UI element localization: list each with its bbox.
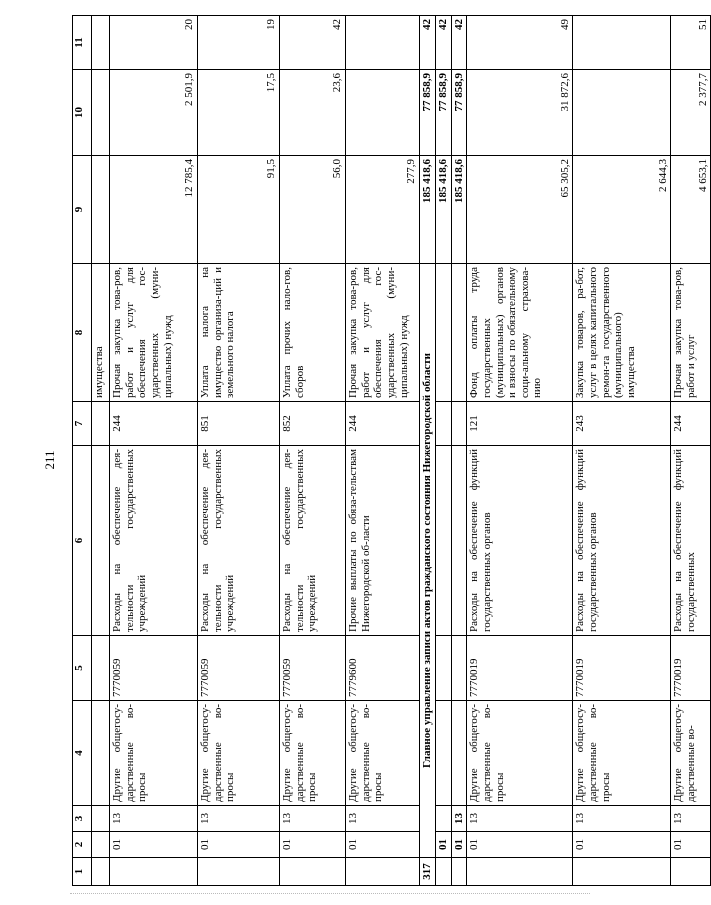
cell-col-9: 4 653,1	[671, 156, 711, 264]
cell-col-2: 01	[110, 832, 198, 858]
cell-col-1	[451, 858, 467, 886]
cell-col-10: 31 872,6	[467, 70, 573, 156]
cell-col-11: 42	[280, 16, 346, 70]
cell-col-2: 01	[436, 832, 452, 858]
empty-cell	[451, 701, 467, 806]
cell-col-6: Расходы на обеспечение функций государственных органов	[573, 446, 671, 636]
cell-col-9: 185 418,6	[436, 156, 452, 264]
cell-col-1	[110, 858, 198, 886]
table-row	[467, 16, 573, 886]
section-title: Главное управление записи актов гражданского состояния Нижегородской области	[420, 264, 436, 858]
cell-col-8: Уплата прочих нало-гов, сборов	[280, 264, 346, 402]
cell-col-5: 7770019	[467, 636, 573, 701]
cell-col-7: 851	[198, 402, 280, 446]
cell-col-2: 01	[573, 832, 671, 858]
cell-col-6: Расходы на обеспечение функций государственных органов	[467, 446, 573, 636]
cell-col-10: 2 501,9	[110, 70, 198, 156]
cell-col-1	[346, 858, 420, 886]
cell-col-10	[573, 70, 671, 156]
rotated-table-area	[72, 16, 709, 886]
cell-col-5: 7770019	[573, 636, 671, 701]
cell-col-7: 244	[346, 402, 420, 446]
cell-col-9: 91,5	[198, 156, 280, 264]
cell-col-3: 13	[671, 806, 711, 832]
cell-col-9	[92, 156, 110, 264]
cell-col-8: Закупка товаров, ра-бот, услуг в целях капитального ремон-та государственного (муниципального) имущества	[573, 264, 671, 402]
empty-cell	[436, 264, 452, 402]
cell-col-7: 243	[573, 402, 671, 446]
cell-col-8: Прочая закупка това-ров, работ и услуг	[671, 264, 711, 402]
cell-col-9: 65 305,2	[467, 156, 573, 264]
cell-col-4: Другие общегосу-дарственные во-просы	[110, 701, 198, 806]
cell-col-2: 01	[671, 832, 711, 858]
table-row	[346, 16, 420, 886]
cell-col-9: 185 418,6	[451, 156, 467, 264]
cell-col-11	[573, 16, 671, 70]
header-cell: 11	[73, 16, 92, 70]
cell-col-10: 2 377,7	[671, 70, 711, 156]
cell-col-1	[198, 858, 280, 886]
cell-col-3: 13	[573, 806, 671, 832]
cell-col-6: Расходы на обеспечение дея-тельности государственных учреждений	[280, 446, 346, 636]
header-cell: 9	[73, 156, 92, 264]
cell-col-2: 01	[451, 832, 467, 858]
cell-col-11: 20	[110, 16, 198, 70]
cell-col-6: Прочие выплаты по обяза-тельствам Нижегородской об-ласти	[346, 446, 420, 636]
table-row	[280, 16, 346, 886]
cell-col-1	[671, 858, 711, 886]
cell-col-7: 244	[110, 402, 198, 446]
cell-col-3: 13	[280, 806, 346, 832]
empty-cell	[436, 402, 452, 446]
table-row	[573, 16, 671, 886]
table-row	[92, 16, 110, 886]
bottom-rule	[70, 893, 590, 895]
empty-cell	[436, 446, 452, 636]
cell-col-10: 23,6	[280, 70, 346, 156]
cell-col-2	[92, 832, 110, 858]
cell-col-6: Расходы на обеспечение дея-тельности государственных учреждений	[110, 446, 198, 636]
cell-col-5: 7779600	[346, 636, 420, 701]
cell-col-10: 77 858,9	[436, 70, 452, 156]
header-cell: 3	[73, 806, 92, 832]
cell-col-4: Другие общегосу-дарственные во-просы	[346, 701, 420, 806]
empty-cell	[451, 264, 467, 402]
budget-table	[72, 15, 711, 886]
table-body	[92, 16, 711, 886]
header-cell: 8	[73, 264, 92, 402]
cell-col-1	[92, 858, 110, 886]
empty-cell	[451, 446, 467, 636]
cell-col-6: Расходы на обеспечение дея-тельности государственных учреждений	[198, 446, 280, 636]
cell-col-9: 185 418,6	[420, 156, 436, 264]
cell-col-6: Расходы на обеспечение функций государственных	[671, 446, 711, 636]
cell-col-3: 13	[198, 806, 280, 832]
header-row	[73, 16, 92, 886]
cell-col-5: 7770019	[671, 636, 711, 701]
cell-col-4: Другие общегосу-дарственные во-просы	[467, 701, 573, 806]
cell-col-3	[92, 806, 110, 832]
cell-col-3: 13	[451, 806, 467, 832]
cell-col-1: 317	[420, 858, 436, 886]
table-row	[198, 16, 280, 886]
cell-col-11: 51	[671, 16, 711, 70]
cell-col-8: Прочая закупка това-ров, работ и услуг для обеспечения гос-ударственных (муни-ципальных) нужд	[110, 264, 198, 402]
cell-col-5	[92, 636, 110, 701]
cell-col-1	[573, 858, 671, 886]
cell-col-7: 244	[671, 402, 711, 446]
header-cell: 5	[73, 636, 92, 701]
cell-col-5: 7770059	[110, 636, 198, 701]
header-cell: 1	[73, 858, 92, 886]
empty-cell	[451, 636, 467, 701]
table-row	[671, 16, 711, 886]
cell-col-10	[346, 70, 420, 156]
cell-col-11: 49	[467, 16, 573, 70]
cell-col-10: 77 858,9	[451, 70, 467, 156]
cell-col-9: 56,0	[280, 156, 346, 264]
subtotal-row	[451, 16, 467, 886]
cell-col-5: 7770059	[280, 636, 346, 701]
cell-col-9: 2 644,3	[573, 156, 671, 264]
cell-col-10: 17,5	[198, 70, 280, 156]
cell-col-9: 12 785,4	[110, 156, 198, 264]
header-cell: 10	[73, 70, 92, 156]
empty-cell	[436, 636, 452, 701]
cell-col-8: Фонд оплаты труда государственных (муниципальных) органов и взносы по обязательному соци-альному страхова-нию	[467, 264, 573, 402]
subtotal-row	[436, 16, 452, 886]
section-row	[420, 16, 436, 886]
cell-col-6	[92, 446, 110, 636]
cell-col-11: 42	[436, 16, 452, 70]
cell-col-3: 13	[110, 806, 198, 832]
cell-col-2: 01	[280, 832, 346, 858]
cell-col-11: 42	[451, 16, 467, 70]
cell-col-11: 19	[198, 16, 280, 70]
cell-col-4: Другие общегосу-дарственные во-просы	[198, 701, 280, 806]
cell-col-10	[92, 70, 110, 156]
cell-col-4: Другие общегосу-дарственные во-	[671, 701, 711, 806]
cell-col-11: 42	[420, 16, 436, 70]
cell-col-2: 01	[467, 832, 573, 858]
cell-col-11	[346, 16, 420, 70]
empty-cell	[451, 402, 467, 446]
header-cell: 7	[73, 402, 92, 446]
table-row	[110, 16, 198, 886]
cell-col-1	[467, 858, 573, 886]
empty-cell	[436, 701, 452, 806]
cell-col-1	[280, 858, 346, 886]
cell-col-3	[436, 806, 452, 832]
cell-col-1	[436, 858, 452, 886]
cell-col-9: 277,9	[346, 156, 420, 264]
cell-col-8: Уплата налога на имущество организа-ций и земельного налога	[198, 264, 280, 402]
cell-col-4: Другие общегосу-дарственные во-просы	[280, 701, 346, 806]
page-number: 211	[42, 450, 57, 470]
header-cell: 4	[73, 701, 92, 806]
cell-col-7: 121	[467, 402, 573, 446]
cell-col-7: 852	[280, 402, 346, 446]
cell-col-2: 01	[346, 832, 420, 858]
cell-col-3: 13	[346, 806, 420, 832]
cell-col-4: Другие общегосу-дарственные во-просы	[573, 701, 671, 806]
cell-col-8: имущества	[92, 264, 110, 402]
cell-col-7	[92, 402, 110, 446]
cell-col-3: 13	[467, 806, 573, 832]
cell-col-11	[92, 16, 110, 70]
cell-col-10: 77 858,9	[420, 70, 436, 156]
header-cell: 2	[73, 832, 92, 858]
cell-col-8: Прочая закупка това-ров, работ и услуг для обеспечения гос-ударственных (муни-ципальных) нужд	[346, 264, 420, 402]
cell-col-2: 01	[198, 832, 280, 858]
cell-col-5: 7770059	[198, 636, 280, 701]
cell-col-4	[92, 701, 110, 806]
header-cell: 6	[73, 446, 92, 636]
